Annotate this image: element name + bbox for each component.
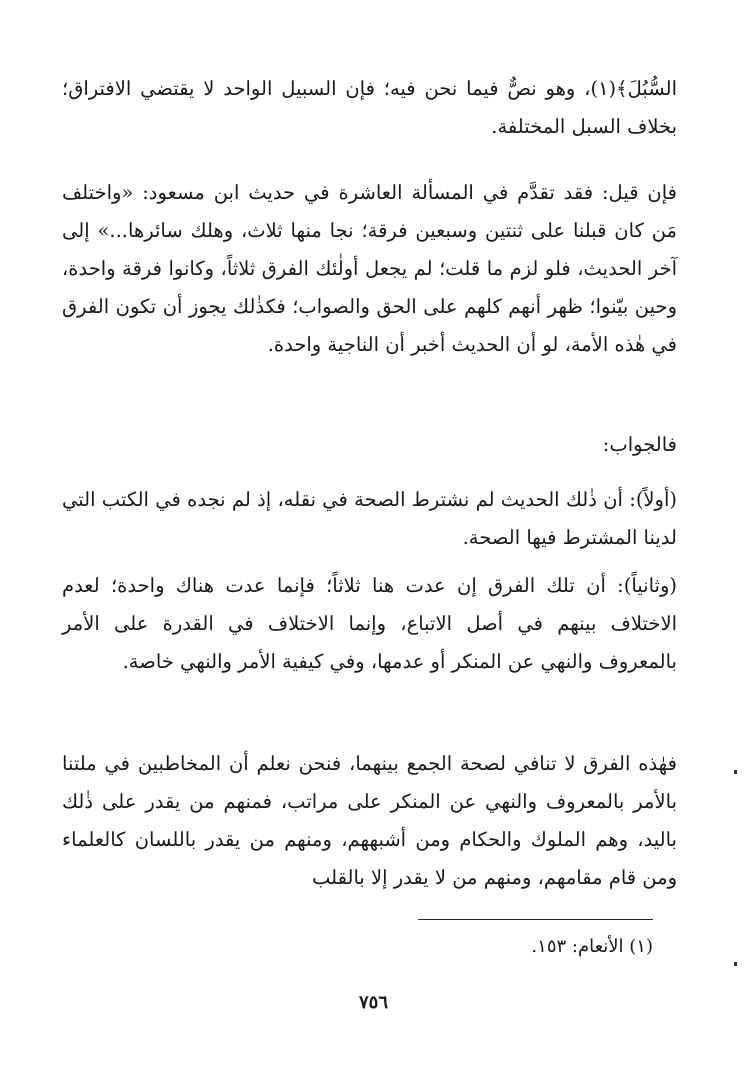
footnote: (١) الأنعام: ١٥٣. [531,936,653,957]
paragraph-3-answer-heading: فالجواب: [602,433,677,456]
paragraph-2: فإن قيل: فقد تقدَّم في المسألة العاشرة في حديث ابن مسعود: «واختلف مَن كان قبلنا على ثنتين وسبعين فرقة؛ نجا منها ثلاث، وهلك سائرها...» إلى آخر الحديث، فلو لزم ما قلت؛ لم يجعل أولٰئك الفرق ثلاثاً، وكانوا فرقة واحدة، وحين بيّنوا؛ ظهر أنهم كلهم على الحق والصواب؛ فكذٰلك يجوز أن تكون الفرق في هٰذه الأمة، لو أن الحديث أخبر أن الناجية واحدة. [62,181,677,356]
page-number: ٧٥٦ [358,992,388,1013]
paragraph-6: فهٰذه الفرق لا تنافي لصحة الجمع بينهما، فنحن نعلم أن المخاطبين في ملتنا بالأمر بالمعروف والنهي عن المنكر على مراتب، فمنهم من يقدر على ذٰلك باليد، وهم الملوك والحكام ومن أشبههم، ومنهم من يقدر باللسان كالعلماء ومن قام مقامهم، ومنهم من لا يقدر إلا بالقلب [62,752,677,889]
scan-speck [734,962,737,966]
footnote-divider [418,919,653,920]
paragraph-4-first-point: (أولاً): أن ذٰلك الحديث لم نشترط الصحة في نقله، إذ لم نجده في الكتب التي لدينا المشترط فيها الصحة. [62,488,677,549]
paragraph-1: السُّبُلَ﴾(١)، وهو نصٌّ فيما نحن فيه؛ فإن السبيل الواحد لا يقتضي الافتراق؛ بخلاف السبل المختلفة. [62,77,677,138]
scan-speck [734,770,737,774]
paragraph-5-second-point: (وثانياً): أن تلك الفرق إن عدت هنا ثلاثاً؛ فإنما عدت هناك واحدة؛ لعدم الاختلاف بينهم في أصل الاتباع، وإنما الاختلاف في القدرة على الأمر بالمعروف والنهي عن المنكر أو عدمها، وفي كيفية الأمر والنهي خاصة. [62,574,677,673]
